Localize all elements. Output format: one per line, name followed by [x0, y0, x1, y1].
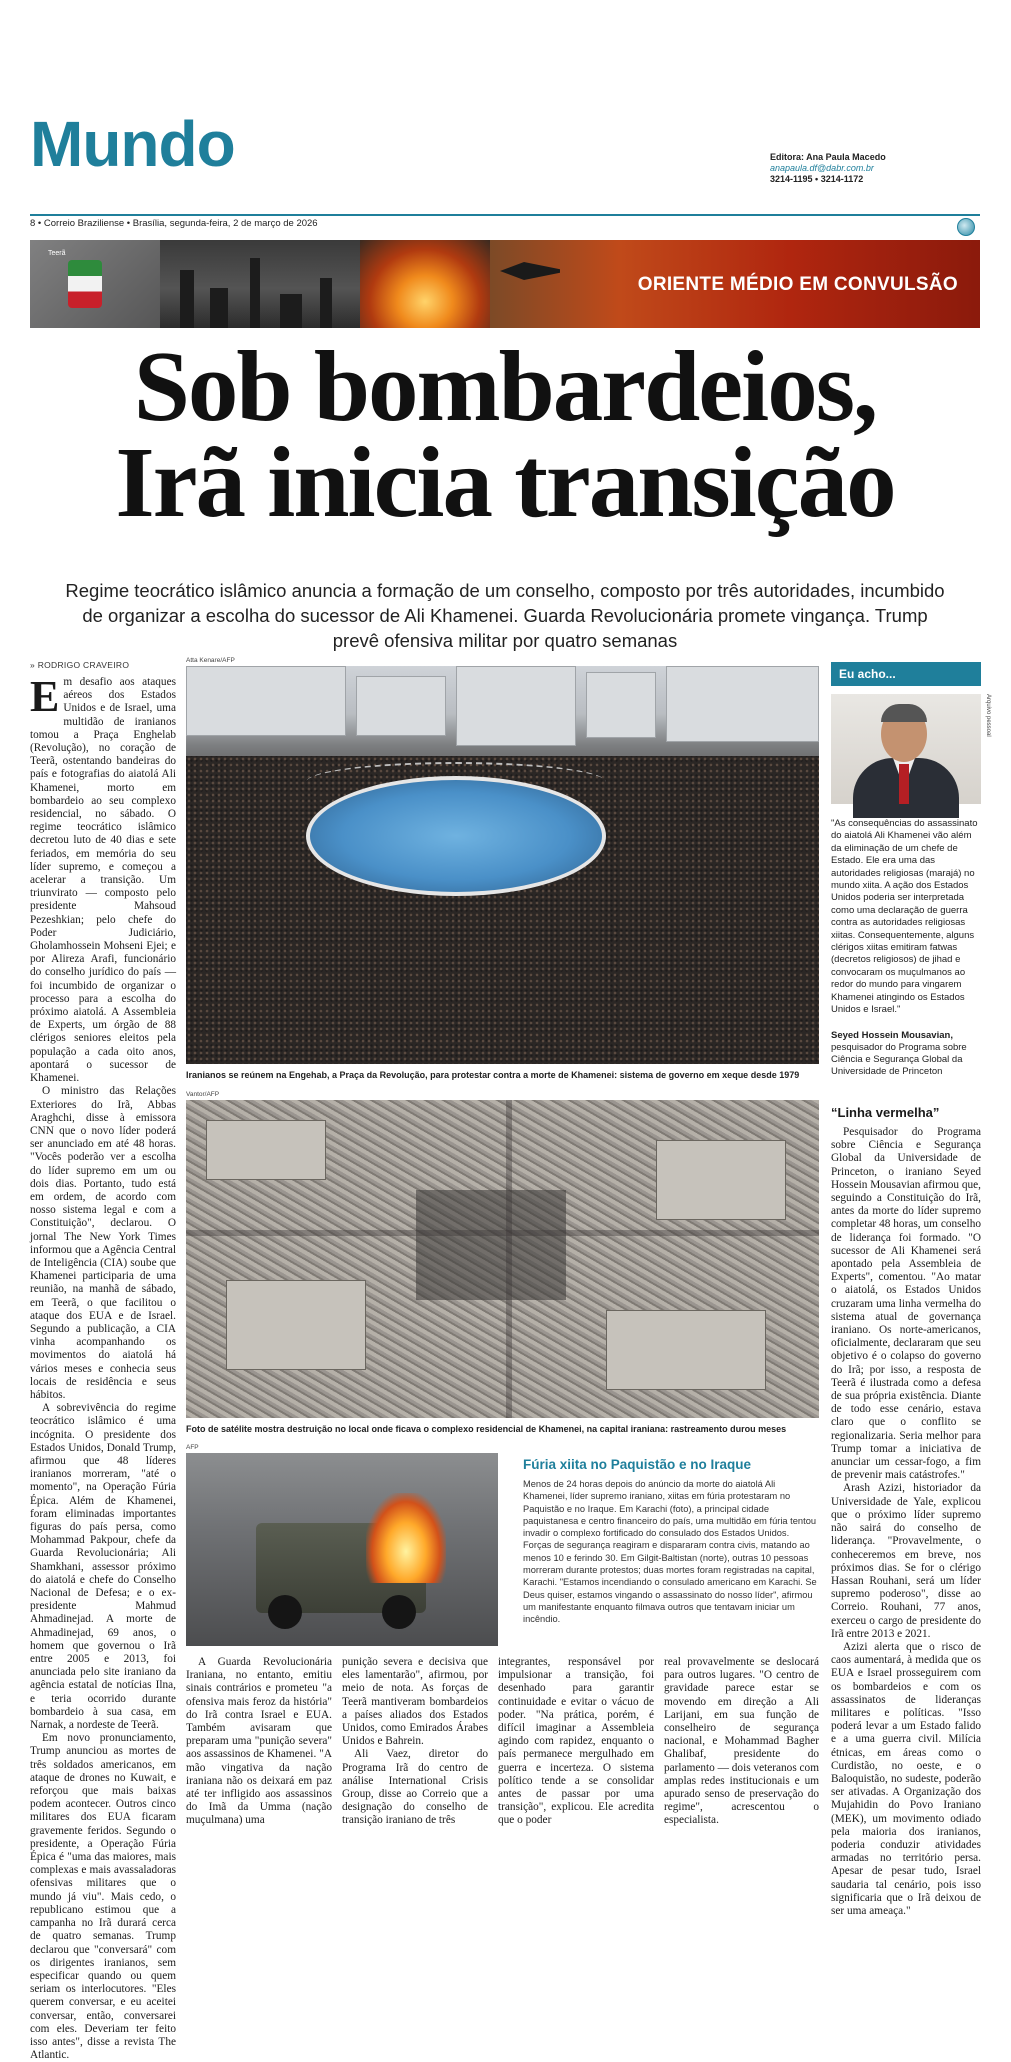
editor-phones: 3214-1195 • 3214-1172 [770, 174, 864, 184]
article-paragraph: Arash Azizi, historiador da Universidade de Yale, explicou que o próximo líder supremo não sairá do conselho de liderança. "Provavelmente, o conheceremos em breve, nos próximos dias. Se for o clérigo Hassan Rouhani, será um líder supremo poderoso", disse ao Correio. Rouhani, 77 anos, exerceu o cargo de presidente do Irã entre 2013 e 2021. [831, 1482, 981, 1640]
editor-email[interactable]: anapaula.df@dabr.com.br [770, 163, 874, 173]
article-column-1 [30, 672, 176, 2062]
photo-credit: Vantor/AFP [186, 1091, 220, 1098]
city-smoke-graphic [160, 240, 360, 328]
explosion-graphic [360, 240, 490, 328]
box-text: Menos de 24 horas depois do anúncio da morte do aiatolá Ali Khamenei, líder supremo iraniano, xiitas em fúria protestaram no Paquistão e no Iraque. Em Karachi (foto), a principal cidade paquistanesa e centro financeiro do país, uma multidão em fúria tentou invadir o complexo fortificado do consulado dos Estados Unidos. Forças de segurança reagiram e dispararam contra civis, matando ao menos 10 e ferindo 30. Em Gilgit-Baltistan (norte), outras 10 pessoas morreram durante protestos; duas mortes foram registradas na capital, Karachi. "Estamos incendiando o consulado americano em Karachi. Se Deus quiser, estamos vingando o assassinato do nosso líder", afirmou um manifestante enquanto filmava outros que tentavam iniciar um incêndio. [523, 1479, 817, 1625]
sidebar-title: Eu acho... [831, 662, 981, 686]
satellite-photo [186, 1100, 819, 1418]
article-paragraph: integrantes, responsável por impulsionar a transição, foi desenhado para garantir continuidade e evitar o vácuo de poder. "Na prática, porém, é difícil imaginar a Assembleia agindo com rapidez, enquanto o país permanece mergulhado em guerra e incerteza. O sistema político tende a se consolidar antes de passar por uma transição", explicou. Ele acredita que o poder [498, 1656, 654, 1827]
dropcap: E [30, 672, 60, 721]
article-column-3 [342, 1656, 488, 1827]
box-title: Fúria xiita no Paquistão e no Iraque [523, 1457, 752, 1472]
banner-label: ORIENTE MÉDIO EM CONVULSÃO [637, 274, 958, 295]
portrait-credit: Arquivo pessoal [985, 694, 991, 737]
article-paragraph: O ministro das Relações Exteriores do Irã, Abbas Araghchi, disse à emissora CNN que o novo líder poderá ser anunciado em até 48 horas. "Vocês poderão ver a escolha do líder supremo em um ou dois dias. Portanto, tudo está em ordem, de acordo com nosso sistema legal e com a Constituição", declarou. O jornal The New York Times informou que a Agência Central de Inteligência (CIA) soube que Khamenei participaria de uma reunião, na manhã de sábado, em Teerã, o que facilitou o ataque dos EUA e de Israel. Segundo a publicação, a CIA vinha acompanhando os movimentos do aiatolá há vários meses e conhecia seus locais de residência e seus hábitos. [30, 1085, 176, 1401]
article-column-4 [498, 1656, 654, 1827]
article-paragraph: m desafio aos ataques aéreos dos Estados Unidos e de Israel, uma multidão de iranianos tomou a Praça Enghelab (Revolução), no coração de Teerã, ostentando bandeiras do país e fotografias do aiatolá Ali Khamenei, morto em bombardeio ao seu complexo residencial, no sábado. O regime teocrático islâmico decretou luto de 40 dias e sete feriados, em memória do seu líder supremo, e começou a acelerar a transição. Um triunvirato — composto pelo presidente Mahsoud Pezeshkian; pelo chefe do Poder Judiciário, Gholamhossein Mohseni Ejei; e por Alireza Arafi, funcionário do conselho jurídico do país — foi incumbido de organizar o processo para a escolha do próximo aiatolá. A Assembleia de Experts, um órgão de 88 clérigos seniores eleitos pela população a cada oito anos, apontará o sucessor de Khamenei. [30, 676, 176, 1085]
article-paragraph: Azizi alerta que o risco de caos aumentará, à medida que os EUA e Israel prosseguirem com os bombardeios e com os assassinatos de lideranças militares e políticas. "Isso poderá levar a um Estado falido e a uma guerra civil. Milícia étnicas, em áreas como o Curdistão, no oeste, e o Baloquistão, no sudeste, poderão ser ativadas. A Organização dos Mujahidin do Povo Iraniano (MEK), um movimento odiado pela maioria dos iranianos, poderia conduzir atividades armadas no território persa. Apesar de pesar tudo, Israel saudaria tal cenário, pois isso significaria que o Irã deixou de ser uma ameaça." [831, 1640, 981, 1917]
sidebar-author-name: Seyed Hossein Mousavian, [831, 1030, 953, 1041]
article-paragraph: A sobrevivência do regime teocrático islâmico é uma incógnita. O presidente dos Estados Unidos, Donald Trump, afirmou que 48 líderes iranianos morreram, "até o momento", na Operação Fúria Épica. Além de Khamenei, foram eliminadas importantes figuras do país persa, como Mohammad Pakpour, chefe da Guarda Revolucionária; Ali Shamkhani, assessor próximo do aiatolá e chefe do Conselho Nacional de Defesa; e o ex-presidente Mahmud Ahmadinejad. A morte de Ahmadinejad, 69 anos, o homem que governou o Irã entre 2005 e 2013, foi anunciada pelo site iraniano da agência estatal de notícias Ilna, e teria ocorrido durante bombardeio à sua casa, em Narnak, a nordeste de Teerã. [30, 1402, 176, 1732]
subhead: Regime teocrático islâmico anuncia a formação de um conselho, composto por três autoridades, incumbido de organizar a escolha do sucessor de Ali Khamenei. Guarda Revolucionária promete vingança. Trump prevê ofensiva militar por quatro semanas [65, 580, 945, 651]
article-paragraph: Ali Vaez, diretor do Programa Irã do centro de análise International Crisis Group, disse ao Correio que a designação do conselho de transição iraniano de três [342, 1748, 488, 1827]
section-title: Mundo [30, 108, 235, 180]
article-column-5 [664, 1656, 819, 1827]
headline [30, 330, 980, 538]
article-paragraph: A Guarda Revolucionária Iraniana, no entanto, emitiu sinais contrários e prometeu "a ofensiva mais feroz da história" do Irã contra Israel e EUA. Também avisaram que preparam uma "punição severa" aos assassinos de Khamenei. "A mão vingativa da nação iraniana não os deixará em paz até ter infligido aos assassinos do Imã da Umma (nação muçulmana) uma [186, 1656, 332, 1827]
globe-icon [957, 218, 975, 236]
editor-block [770, 152, 979, 185]
headline-line-1: Sob bombardeios, [133, 330, 877, 442]
page-meta: 8 • Correio Braziliense • Brasília, segunda-feira, 2 de março de 2026 [30, 218, 318, 229]
article-paragraph: punição severa e decisiva que eles lamentarão", afirmou, por meio de nota. As forças de Teerã mantiveram bombardeios a países aliados dos Estados Unidos, como Emirados Árabes Unidos e Bahrein. [342, 1656, 488, 1748]
section-banner [30, 240, 980, 328]
sidebar-author-role: pesquisador do Programa sobre Ciência e Segurança Global da Universidade de Princeton [831, 1042, 967, 1077]
article-paragraph: Pesquisador do Programa sobre Ciência e Segurança Global da Universidade de Princeton, o iraniano Seyed Hossein Mousavian afirmou que, seguindo a Constituição do Irã, antes da morte do líder supremo completar 48 horas, um conselho de liderança foi formado. "O sucessor de Ali Khamenei será apontado pela Assembleia de Experts", comentou. "Ao matar o aiatolá, os Estados Unidos cruzaram uma linha vermelha do sistema atual de governança iraniano. Os norte-americanos, oficialmente, declararam que seu objetivo é o colapso do governo do Irã; por isso, a resposta de Teerã é ilustrada como a defesa de sua própria existência. Diante de todo esse cenário, estava claro que o conflito se regionalizaria. Seria melhor para Trump tomar a iniciativa de anunciar um cessar-fogo, a fim de prevenir mais catástrofes." [831, 1126, 981, 1482]
crowd-photo [186, 666, 819, 1064]
editor-label: Editora: Ana Paula Macedo [770, 152, 886, 162]
photo-caption: Iranianos se reúnem na Engehab, a Praça da Revolução, para protestar contra a morte de Khamenei: sistema de governo em xeque desde 1979 [186, 1070, 800, 1080]
header-rule [30, 214, 980, 216]
headline-line-2: Irã inicia transição [115, 426, 895, 538]
photo-credit: Atta Kenare/AFP [186, 657, 235, 664]
burning-vehicle-photo [186, 1453, 498, 1646]
sidebar-quote: "As consequências do assassinato do aiatolá Ali Khamenei vão além da eliminação de um chefe de Estado. Ele era uma das autoridades religiosas (marajá) no mundo xiita. A ação dos Estados Unidos poderia ser interpretada como uma declaração de guerra contra as autoridades religiosas xiitas. Consequentemente, alguns clérigos xiitas emitiram fatwas (decretos religiosos) de jihad e convocaram os muçulmanos ao redor do mundo para vingarem Khamenei atingindo os Estados Unidos e Israel." [831, 818, 978, 1016]
map-tag-tehran: Teerã [48, 250, 66, 257]
article-paragraph: real provavelmente se deslocará para outros lugares. "O centro de gravidade parece estar se movendo em direção a Ali Larijani, em sua função de conselheiro de segurança nacional, e Mohammad Bagher Ghalibaf, presidente do parlamento — dois veteranos com amplas redes institucionais e um apurado senso de preservação do regime", acrescentou o especialista. [664, 1656, 819, 1827]
photo-caption: Foto de satélite mostra destruição no local onde ficava o complexo residencial de Khamenei, na capital iraniana: rastreamento durou meses [186, 1424, 787, 1434]
photo-credit: AFP [186, 1444, 199, 1451]
article-column-2 [186, 1656, 332, 1827]
byline: » RODRIGO CRAVEIRO [30, 660, 130, 670]
sidebar-author [831, 1030, 981, 1078]
iran-flag-icon [68, 260, 102, 308]
sidebar-column [831, 1126, 981, 1917]
portrait-photo [831, 694, 981, 804]
sidebar-subhead: “Linha vermelha” [831, 1105, 940, 1120]
article-paragraph: Em novo pronunciamento, Trump anunciou as mortes de três soldados americanos, em ataque de drones no Kuwait, e reforçou que mais baixas podem acontecer. Outros cinco militares dos EUA ficaram gravemente feridos. Segundo o presidente, a Operação Fúria Épica é "uma das maiores, mais complexas e mais avassaladoras ofensivas militares que o mundo já viu". Mais cedo, o republicano estimou que a campanha no Irã durará cerca de quatro semanas. Trump declarou que "conversará" com os dirigentes iranianos, sem especificar quando ou quem seriam os interlocutores. "Eles querem conversar, e eu aceitei conversar, então, conversarei com eles. Deveriam ter feito isso antes", disse a revista The Atlantic. [30, 1732, 176, 2062]
jet-icon [500, 262, 560, 280]
